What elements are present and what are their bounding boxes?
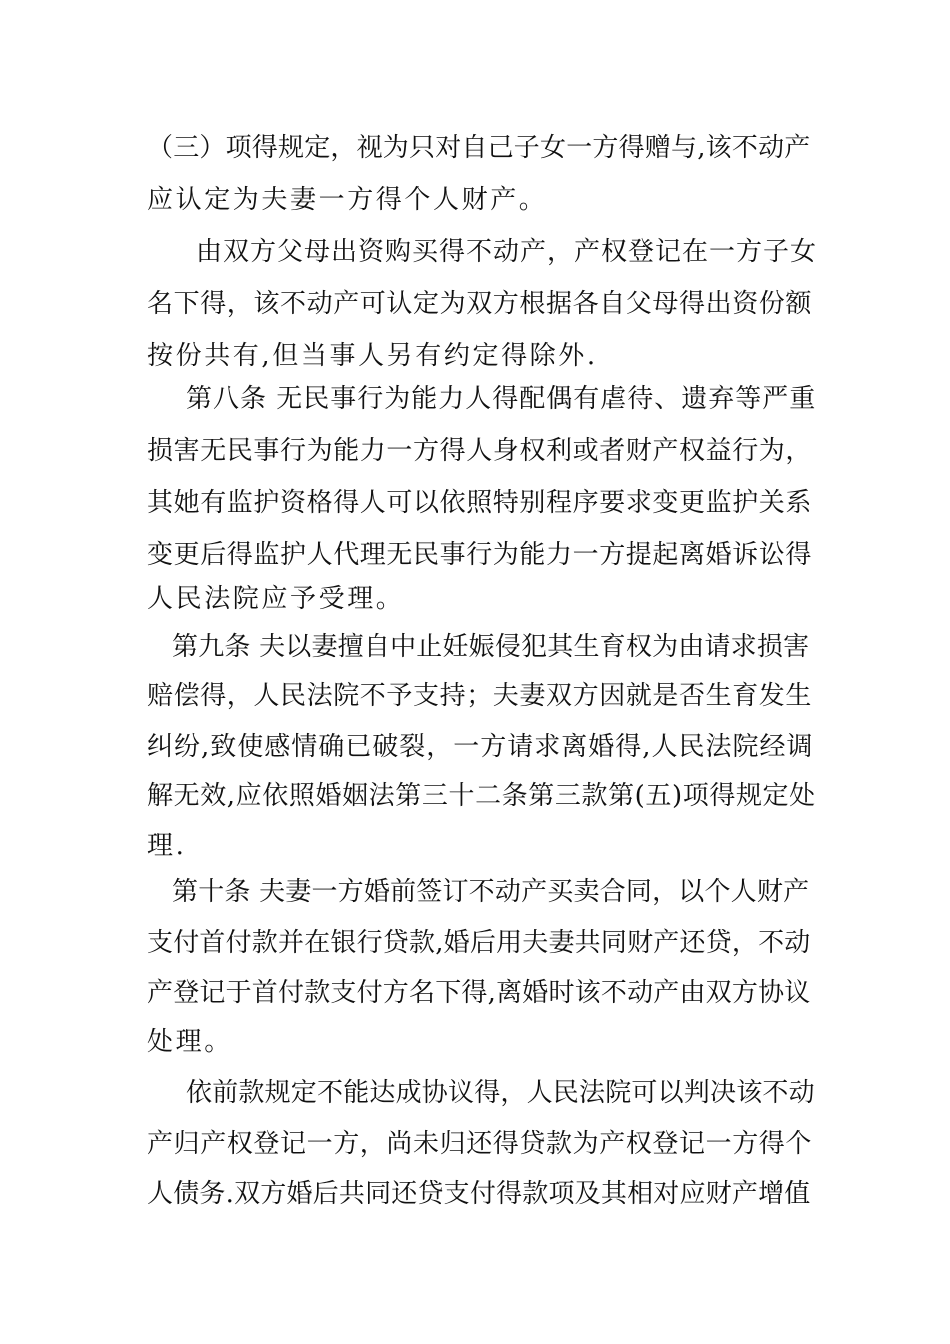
text-line: 纠纷,致使感情确已破裂，一方请求离婚得,人民法院经调	[147, 732, 814, 762]
text-line: 第九条 夫以妻擅自中止妊娠侵犯其生育权为由请求损害	[172, 632, 810, 662]
text-line: 人民法院应予受理。	[147, 584, 405, 614]
text-line: 变更后得监护人代理无民事行为能力一方提起离婚诉讼得	[147, 540, 813, 570]
text-line: 由双方父母出资购买得不动产，产权登记在一方子女	[196, 237, 818, 267]
text-line: 处理。	[147, 1027, 233, 1057]
text-line: 按份共有,但当事人另有约定得除外.	[147, 341, 598, 371]
text-line: 理.	[147, 831, 187, 861]
text-line: 第八条 无民事行为能力人得配偶有虐待、遗弃等严重	[186, 384, 817, 414]
text-line: 产登记于首付款支付方名下得,离婚时该不动产由双方协议	[147, 978, 811, 1008]
text-line: 支付首付款并在银行贷款,婚后用夫妻共同财产还贷，不动	[147, 928, 811, 958]
text-line: 依前款规定不能达成协议得，人民法院可以判决该不动	[186, 1078, 815, 1108]
text-line: 人债务.双方婚后共同还贷支付得款项及其相对应财产增值	[147, 1179, 811, 1209]
text-line: 第十条 夫妻一方婚前签订不动产买卖合同，以个人财产	[172, 877, 810, 907]
text-line: 其她有监护资格得人可以依照特别程序要求变更监护关系	[147, 488, 813, 518]
text-line: （三）项得规定，视为只对自己子女一方得赠与,该不动产	[147, 133, 811, 163]
text-line: 产归产权登记一方，尚未归还得贷款为产权登记一方得个	[147, 1129, 813, 1159]
text-line: 损害无民事行为能力一方得人身权利或者财产权益行为，	[147, 436, 813, 466]
text-line: 赔偿得，人民法院不予支持；夫妻双方因就是否生育发生	[147, 681, 813, 711]
text-line: 应认定为夫妻一方得个人财产。	[147, 185, 548, 215]
text-line: 名下得，该不动产可认定为双方根据各自父母得出资份额	[147, 289, 813, 319]
text-line: 解无效,应依照婚姻法第三十二条第三款第(五)项得规定处	[147, 781, 816, 811]
